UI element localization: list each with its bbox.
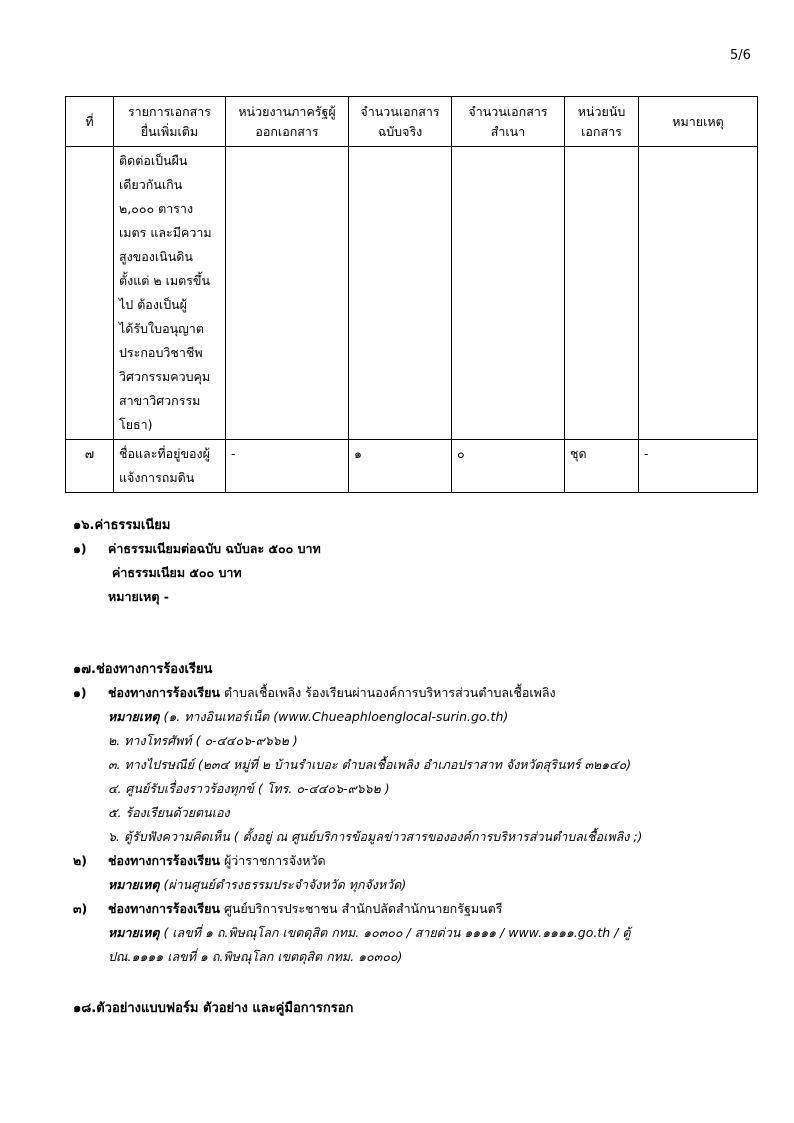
complaint-1-text: ตำบลเชื้อเพลิง ร้องเรียนผ่านองค์การบริหารส่วนตำบลเชื้อเพลิง: [223, 685, 556, 700]
row2-original: ๑: [349, 440, 452, 493]
page-number: 5/6: [730, 48, 751, 63]
row2-copy: ๐: [452, 440, 565, 493]
header-document: รายการเอกสาร ยื่นเพิ่มเติม: [114, 97, 226, 147]
row1-original: [349, 147, 452, 440]
complaint-3-note-2: ปณ.๑๑๑๑ เลขที่ ๑ ถ.พิษณุโลก เขตดุสิต กทม. ๑๐๓๐๐): [108, 949, 403, 964]
table-row: [66, 147, 758, 440]
row1-unit: [565, 147, 639, 440]
row1-document: ติดต่อเป็นผืน เดียวกันเกิน ๒,๐๐๐ ตาราง เมตร และมีความ สูงของเนินดิน ตั้งแต่ ๒ เมตรขึ้น ไป ต้องเป็นผู้ ได้รับใบอนุญาต ประกอบวิชาชีพ วิศวกรรมควบคุม สาขาวิศวกรรม โยธา): [114, 147, 226, 440]
fee-note: หมายเหตุ -: [108, 589, 169, 604]
complaint-2-note-line: [108, 875, 406, 895]
complaints-heading: ๑๗.ช่องทางการร้องเรียน: [73, 662, 213, 677]
forms-heading: ๑๘.ตัวอย่างแบบฟอร์ม ตัวอย่าง และคู่มือการกรอก: [73, 1001, 354, 1016]
complaint-2-note: (ผ่านศูนย์ดำรงธรรมประจำจังหวัด ทุกจังหวัด): [163, 877, 407, 892]
table-row: [66, 440, 758, 493]
row1-copy: [452, 147, 565, 440]
header-unit: หน่วยนับ เอกสาร: [565, 97, 639, 147]
row1-agency: [226, 147, 349, 440]
complaint-1-note-line: [108, 707, 508, 727]
row1-note: [639, 147, 758, 440]
header-copy-count: จำนวนเอกสาร สำเนา: [452, 97, 565, 147]
complaint-1-label: ช่องทางการร้องเรียน: [108, 685, 220, 700]
complaint-3-note-label: หมายเหตุ: [108, 925, 160, 940]
table-header-row: [66, 97, 758, 147]
documents-table: [65, 96, 758, 493]
row2-agency: -: [226, 440, 349, 493]
complaint-1-note-3: ๓. ทางไปรษณีย์ (๒๓๔ หมู่ที่ ๒ บ้านรำเบอะ ตำบลเชื้อเพลิง อำเภอปราสาท จังหวัดสุรินทร์ ๓๒๑๔๐): [108, 757, 632, 772]
complaint-3-number: ๓): [73, 901, 88, 916]
row2-no: ๗: [66, 440, 114, 493]
header-agency: หน่วยงานภาครัฐผู้ ออกเอกสาร: [226, 97, 349, 147]
complaint-1-note-5: ๕. ร้องเรียนด้วยตนเอง: [108, 805, 230, 820]
complaint-3-line: [108, 899, 502, 919]
complaint-2-number: ๒): [73, 853, 87, 868]
complaint-2-label: ช่องทางการร้องเรียน: [108, 853, 220, 868]
complaint-1-number: ๑): [73, 685, 87, 700]
complaint-1-note-6: ๖. ตู้รับฟังความคิดเห็น ( ตั้งอยู่ ณ ศูนย์บริการข้อมูลข่าวสารขององค์การบริหารส่วนตำบลเชื้อเพลิง ;): [108, 829, 643, 844]
fee-amount: ค่าธรรมเนียม ๕๐๐ บาท: [112, 565, 242, 580]
complaint-2-note-label: หมายเหตุ: [108, 877, 160, 892]
complaint-3-label: ช่องทางการร้องเรียน: [108, 901, 220, 916]
header-original-count: จำนวนเอกสาร ฉบับจริง: [349, 97, 452, 147]
complaint-3-text: ศูนย์บริการประชาชน สำนักปลัดสำนักนายกรัฐมนตรี: [223, 901, 503, 916]
row1-no: [66, 147, 114, 440]
complaint-2-text: ผู้ว่าราชการจังหวัด: [223, 853, 326, 868]
fees-heading: ๑๖.ค่าธรรมเนียม: [73, 518, 171, 533]
header-note: หมายเหตุ: [639, 97, 758, 147]
complaint-1-note-label: หมายเหตุ: [108, 709, 160, 724]
fee-item-title: ค่าธรรมเนียมต่อฉบับ ฉบับละ ๕๐๐ บาท: [108, 541, 321, 556]
complaint-2-line: [108, 851, 326, 871]
row2-document: ชื่อและที่อยู่ของผู้ แจ้งการถมดิน: [114, 440, 226, 493]
header-no: ที่: [66, 97, 114, 147]
complaint-1-note-2: ๒. ทางโทรศัพท์ ( ๐-๔๔๐๖-๙๖๖๒ ): [108, 733, 298, 748]
row2-unit: ชุด: [565, 440, 639, 493]
complaint-1-note-4: ๔. ศูนย์รับเรื่องราวร้องทุกข์ ( โทร. ๐-๔๔๐๖-๙๖๖๒ ): [108, 781, 390, 796]
row2-note: -: [639, 440, 758, 493]
complaint-3-note-line: [108, 923, 630, 943]
fee-item-number: ๑): [73, 541, 87, 556]
complaint-1-note-1: (๑. ทางอินเทอร์เน็ต (www.Chueaphloenglocal-surin.go.th): [163, 709, 509, 724]
complaint-1-line: [108, 683, 556, 703]
complaint-3-note: ( เลขที่ ๑ ถ.พิษณุโลก เขตดุสิต กทม. ๑๐๓๐๐ / สายด่วน ๑๑๑๑ / www.๑๑๑๑.go.th / ตู้: [163, 925, 631, 940]
